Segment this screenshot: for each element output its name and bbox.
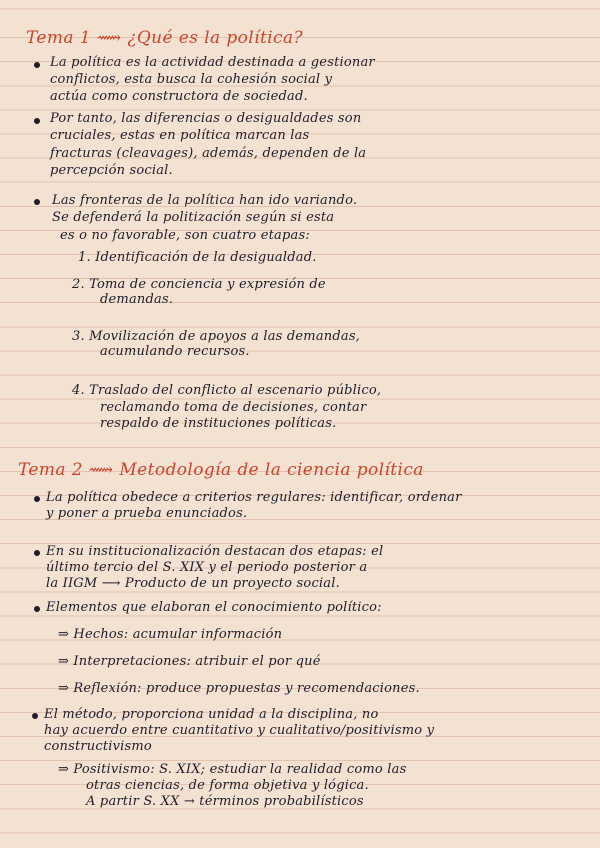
text-line: La política obedece a criterios regulares: identificar, ordenar: [46, 490, 462, 505]
text-line: En su institucionalización destacan dos etapas: el: [46, 544, 384, 559]
text-line: Se defenderá la politización según si esta: [52, 210, 335, 225]
positivism-line: A partir S. XX → términos probabilísticos: [86, 794, 364, 809]
tema1-title: Tema 1 ⟿ ¿Qué es la política?: [26, 28, 303, 48]
text-line: la IIGM ⟶ Producto de un proyecto social.: [46, 576, 340, 591]
bullet: [34, 199, 40, 205]
bullet: [34, 496, 40, 502]
stage-3: 3. Movilización de apoyos a las demandas,: [72, 329, 361, 344]
stage-2: 2. Toma de conciencia y expresión de: [72, 277, 326, 292]
positivism-line: otras ciencias, de forma objetiva y lógica.: [86, 778, 369, 793]
text-line: constructivismo: [44, 739, 152, 754]
text-line: último tercio del S. XIX y el periodo posterior a: [46, 560, 368, 575]
bullet: [32, 713, 38, 719]
stage-3-cont: acumulando recursos.: [100, 344, 250, 359]
text-line: Elementos que elaboran el conocimiento político:: [46, 600, 382, 615]
text-line: percepción social.: [50, 163, 173, 178]
text-line: conflictos, esta busca la cohesión social y: [50, 72, 333, 87]
bullet: [34, 550, 40, 556]
stage-4-cont: respaldo de instituciones políticas.: [100, 416, 337, 431]
text-line: La política es la actividad destinada a gestionar: [50, 55, 375, 70]
text-line: es o no favorable, son cuatro etapas:: [60, 228, 310, 243]
tema2-title: Tema 2 ⟿ Metodología de la ciencia política: [18, 460, 424, 480]
bullet: [34, 606, 40, 612]
stage-4-cont: reclamando toma de decisiones, contar: [100, 400, 367, 415]
text-line: Por tanto, las diferencias o desigualdades son: [50, 111, 362, 126]
stage-4: 4. Traslado del conflicto al escenario público,: [72, 383, 382, 398]
text-line: El método, proporciona unidad a la disciplina, no: [44, 707, 379, 722]
text-line: fracturas (cleavages), además, dependen de la: [50, 146, 367, 161]
element-item: ⇒ Interpretaciones: atribuir el por qué: [58, 654, 321, 669]
stage-2-cont: demandas.: [100, 292, 174, 307]
text-line: cruciales, estas en política marcan las: [50, 128, 310, 143]
stage-1: 1. Identificación de la desigualdad.: [78, 250, 317, 265]
text-line: y poner a prueba enunciados.: [46, 506, 248, 521]
element-item: ⇒ Reflexión: produce propuestas y recomendaciones.: [58, 681, 420, 696]
element-item: ⇒ Hechos: acumular información: [58, 627, 283, 642]
positivism-line: ⇒ Positivismo: S. XIX; estudiar la realidad como las: [58, 762, 407, 777]
text-line: hay acuerdo entre cuantitativo y cualitativo/positivismo y: [44, 723, 435, 738]
bullet: [34, 118, 40, 124]
text-line: actúa como constructora de sociedad.: [50, 89, 308, 104]
bullet: [34, 62, 40, 68]
text-line: Las fronteras de la política han ido variando.: [52, 193, 358, 208]
